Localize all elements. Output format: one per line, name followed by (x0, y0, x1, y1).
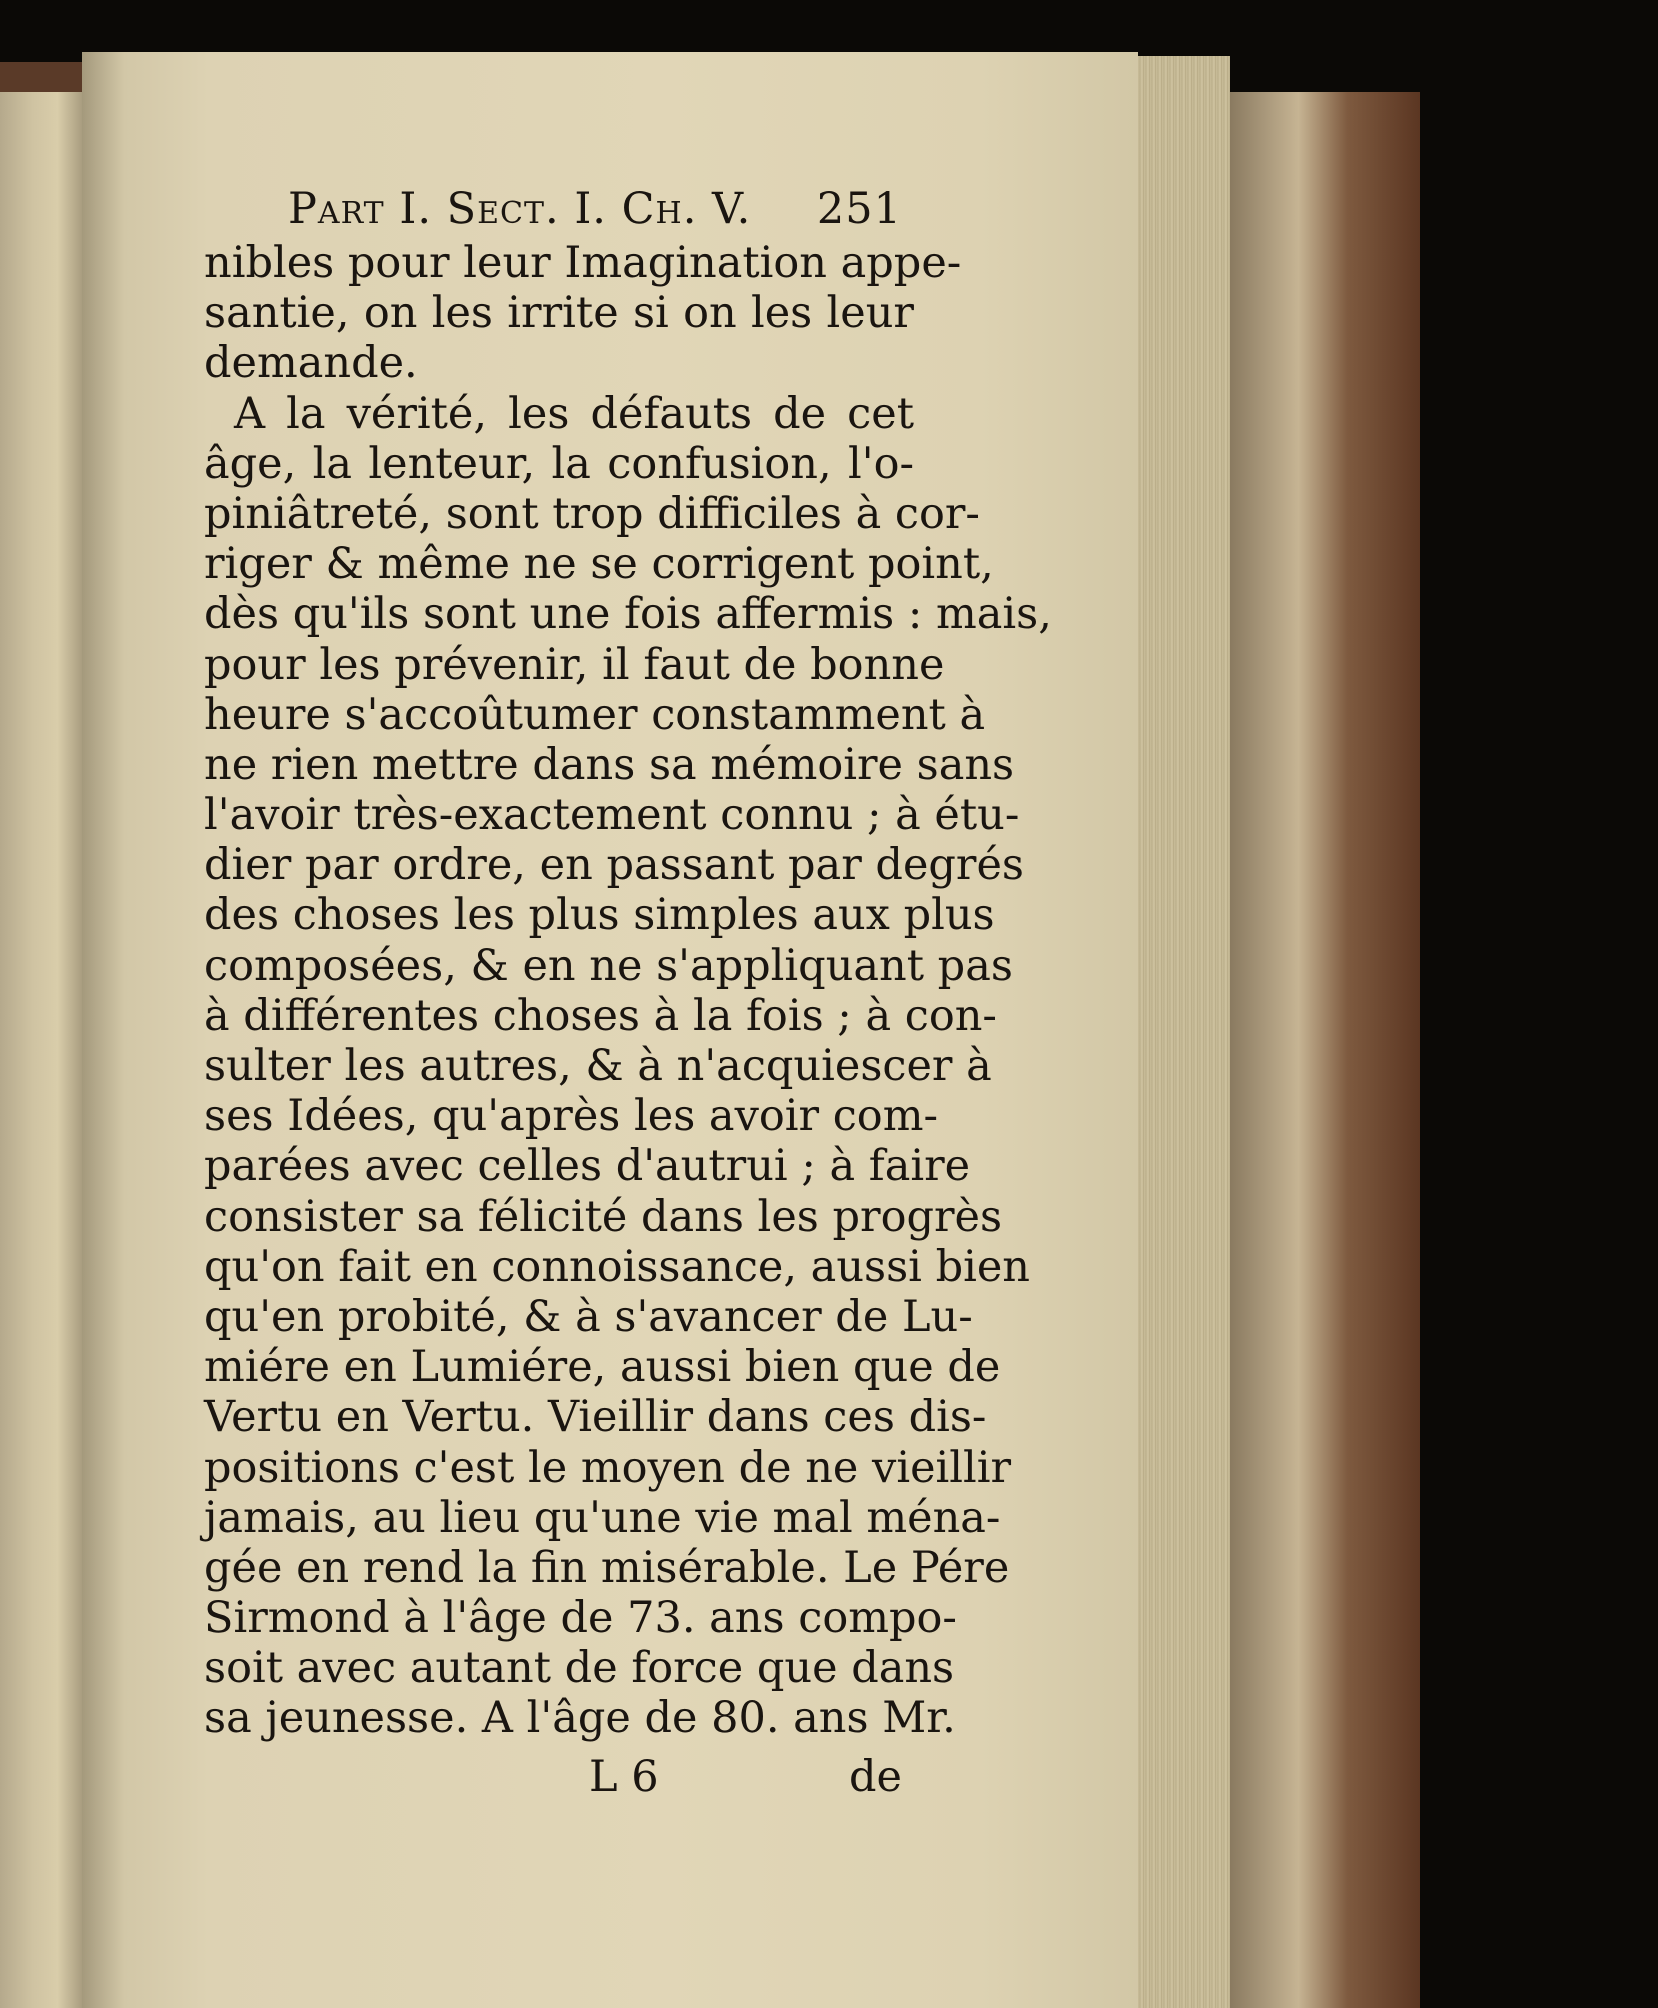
text-line: jamais, au lieu qu'une vie mal ména- (204, 1492, 1001, 1543)
text-line: qu'on fait en connoissance, aussi bien (204, 1241, 1030, 1292)
body-text (204, 238, 1052, 1744)
text-line: positions c'est le moyen de ne vieillir (204, 1442, 1012, 1493)
facing-page-binding (0, 62, 82, 92)
text-line: dès qu'ils sont une fois affermis : mais, (204, 589, 1052, 640)
text-line: composées, & en ne s'appliquant pas (204, 940, 1013, 991)
facing-page-edge (0, 62, 82, 2008)
page-number: 251 (816, 184, 902, 234)
text-line: dier par ordre, en passant par degrés (204, 840, 1024, 891)
page-footer (204, 1752, 914, 1812)
text-line: ne rien mettre dans sa mémoire sans (204, 739, 1015, 790)
text-line: consister sa félicité dans les progrès (204, 1191, 1003, 1242)
running-head-title: Part I. Sect. I. Ch. V. (288, 184, 752, 234)
text-line: Vertu en Vertu. Vieillir dans ces dis- (204, 1392, 987, 1443)
text-line: nibles pour leur Imagination appe- (204, 238, 962, 288)
book-cover-edge (1230, 92, 1420, 2008)
text-line: des choses les plus simples aux plus (204, 890, 995, 941)
text-line: piniâtreté, sont trop difficiles à cor- (204, 488, 980, 539)
text-line: ses Idées, qu'après les avoir com- (204, 1091, 939, 1142)
text-line: l'avoir très-exactement connu ; à étu- (204, 790, 1020, 841)
text-line: âge, la lenteur, la confusion, l'o- (204, 438, 914, 489)
text-line: heure s'accoûtumer constamment à (204, 689, 986, 740)
text-line: riger & même ne se corrigent point, (204, 539, 994, 590)
text-line: Sirmond à l'âge de 73. ans compo- (204, 1593, 957, 1644)
page-block-edge (1138, 56, 1230, 2008)
text-line: sulter les autres, & à n'acquiescer à (204, 1041, 992, 1091)
text-line: sa jeunesse. A l'âge de 80. ans Mr. (204, 1693, 956, 1744)
catchword: de (849, 1752, 902, 1802)
text-line: gée en rend la fin misérable. Le Pére (204, 1542, 1010, 1593)
text-line: miére en Lumiére, aussi bien que de (204, 1342, 1001, 1393)
text-line: à différentes choses à la fois ; à con- (204, 990, 997, 1041)
text-line: soit avec autant de force que dans (204, 1643, 955, 1694)
text-line: demande. (204, 338, 418, 389)
text-line: qu'en probité, & à s'avancer de Lu- (204, 1291, 973, 1342)
text-line: pour les prévenir, il faut de bonne (204, 639, 945, 690)
text-line: A la vérité, les défauts de cet (234, 388, 914, 439)
running-head (204, 184, 914, 238)
signature-mark: L 6 (589, 1752, 659, 1802)
text-line: santie, on les irrite si on les leur (204, 288, 914, 339)
text-block (204, 184, 1052, 1744)
text-line: parées avec celles d'autrui ; à faire (204, 1141, 971, 1192)
